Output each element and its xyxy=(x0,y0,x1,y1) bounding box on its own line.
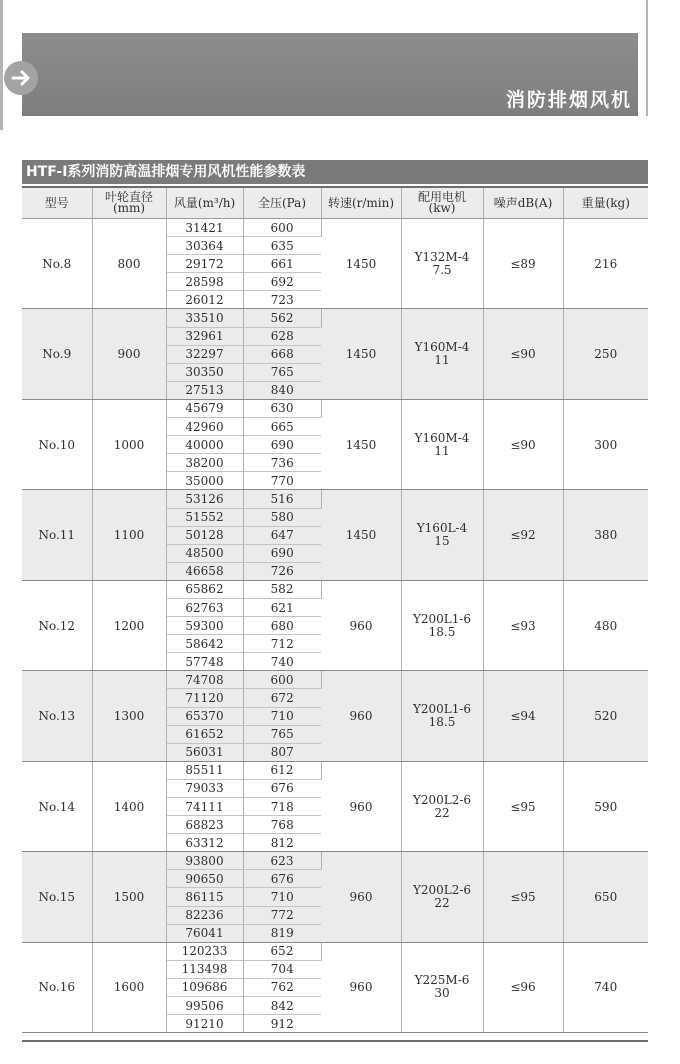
motor-text: 18.5 xyxy=(428,624,456,639)
pressure-cell: 765 xyxy=(243,363,321,381)
airflow-cell: 65862 xyxy=(166,580,243,598)
airflow-cell: 33510 xyxy=(166,309,243,327)
speed-cell: 960 xyxy=(321,671,401,761)
weight-cell: 250 xyxy=(563,309,648,399)
model-cell: No.10 xyxy=(22,399,92,489)
airflow-cell: 42960 xyxy=(166,418,243,436)
pressure-cell: 676 xyxy=(243,870,321,888)
airflow-cell: 109686 xyxy=(166,978,243,996)
airflow-cell: 120233 xyxy=(166,942,243,960)
airflow-cell: 63312 xyxy=(166,834,243,852)
noise-cell: ≤90 xyxy=(483,399,563,489)
airflow-cell: 68823 xyxy=(166,816,243,834)
airflow-cell: 91210 xyxy=(166,1015,243,1033)
noise-cell: ≤95 xyxy=(483,761,563,851)
pressure-cell: 647 xyxy=(243,526,321,544)
airflow-cell: 71120 xyxy=(166,689,243,707)
pressure-cell: 582 xyxy=(243,580,321,598)
table-row xyxy=(22,852,648,870)
table-caption: HTF-Ⅰ系列消防高温排烟专用风机性能参数表 xyxy=(22,160,648,184)
airflow-cell: 45679 xyxy=(166,399,243,417)
col-motor-header xyxy=(401,187,483,219)
airflow-cell: 32297 xyxy=(166,345,243,363)
table-row xyxy=(22,219,648,237)
pressure-cell: 600 xyxy=(243,219,321,237)
table-row xyxy=(22,490,648,508)
model-cell: No.13 xyxy=(22,671,92,761)
header-text: 全压(Pa) xyxy=(257,195,307,210)
airflow-cell: 62763 xyxy=(166,598,243,616)
pressure-cell: 819 xyxy=(243,924,321,942)
header-text: (mm) xyxy=(112,201,146,215)
speed-cell: 1450 xyxy=(321,309,401,399)
airflow-cell: 50128 xyxy=(166,526,243,544)
airflow-cell: 61652 xyxy=(166,725,243,743)
pressure-cell: 612 xyxy=(243,761,321,779)
pressure-cell: 768 xyxy=(243,816,321,834)
motor-text: 11 xyxy=(434,443,450,458)
speed-cell: 1450 xyxy=(321,219,401,309)
motor-cell xyxy=(401,490,483,580)
motor-text: 22 xyxy=(434,896,450,911)
airflow-cell: 82236 xyxy=(166,906,243,924)
pressure-cell: 623 xyxy=(243,852,321,870)
motor-text: 18.5 xyxy=(428,715,456,730)
motor-text: 11 xyxy=(434,353,450,368)
speed-cell: 960 xyxy=(321,761,401,851)
airflow-cell: 30364 xyxy=(166,237,243,255)
col-pressure-header xyxy=(243,187,321,219)
airflow-cell: 74111 xyxy=(166,798,243,816)
fan-spec-table xyxy=(22,186,648,1033)
airflow-cell: 26012 xyxy=(166,291,243,309)
model-cell: No.12 xyxy=(22,580,92,670)
airflow-cell: 31421 xyxy=(166,219,243,237)
table-body xyxy=(22,219,648,1033)
table-row xyxy=(22,309,648,327)
airflow-cell: 51552 xyxy=(166,508,243,526)
motor-text: Y200L2-6 xyxy=(412,883,472,898)
motor-text: 15 xyxy=(434,534,450,549)
diameter-cell: 1000 xyxy=(92,399,166,489)
header-text: 叶轮直径 xyxy=(104,190,153,204)
diameter-cell: 900 xyxy=(92,309,166,399)
col-diameter-header xyxy=(92,187,166,219)
speed-cell: 960 xyxy=(321,942,401,1032)
airflow-cell: 35000 xyxy=(166,472,243,490)
motor-cell xyxy=(401,219,483,309)
airflow-cell: 99506 xyxy=(166,997,243,1015)
motor-text: Y160M-4 xyxy=(414,340,470,355)
col-weight-header xyxy=(563,187,648,219)
noise-cell: ≤96 xyxy=(483,942,563,1032)
header-text: 配用电机 xyxy=(417,190,466,204)
pressure-cell: 628 xyxy=(243,327,321,345)
model-cell: No.11 xyxy=(22,490,92,580)
diameter-cell: 1600 xyxy=(92,942,166,1032)
pressure-cell: 672 xyxy=(243,689,321,707)
diameter-cell: 1200 xyxy=(92,580,166,670)
pressure-cell: 621 xyxy=(243,598,321,616)
airflow-cell: 57748 xyxy=(166,653,243,671)
airflow-cell: 48500 xyxy=(166,544,243,562)
table-row xyxy=(22,761,648,779)
pressure-cell: 772 xyxy=(243,906,321,924)
airflow-cell: 74708 xyxy=(166,671,243,689)
pressure-cell: 665 xyxy=(243,418,321,436)
model-cell: No.9 xyxy=(22,309,92,399)
motor-text: 22 xyxy=(434,805,450,820)
pressure-cell: 740 xyxy=(243,653,321,671)
weight-cell: 300 xyxy=(563,399,648,489)
header-text: 型号 xyxy=(44,195,69,210)
pressure-cell: 765 xyxy=(243,725,321,743)
diameter-cell: 1500 xyxy=(92,852,166,942)
model-cell: No.15 xyxy=(22,852,92,942)
weight-cell: 480 xyxy=(563,580,648,670)
page-title: 消防排烟风机 xyxy=(505,89,632,111)
noise-cell: ≤94 xyxy=(483,671,563,761)
frame-top-line xyxy=(0,0,3,130)
frame-right-line xyxy=(646,0,648,116)
col-speed-header xyxy=(321,187,401,219)
pressure-cell: 600 xyxy=(243,671,321,689)
speed-cell: 960 xyxy=(321,852,401,942)
pressure-cell: 712 xyxy=(243,635,321,653)
pressure-cell: 562 xyxy=(243,309,321,327)
header-text: 重量(kg) xyxy=(581,195,630,210)
weight-cell: 650 xyxy=(563,852,648,942)
motor-text: Y200L1-6 xyxy=(412,702,472,717)
pressure-cell: 692 xyxy=(243,273,321,291)
noise-cell: ≤93 xyxy=(483,580,563,670)
pressure-cell: 762 xyxy=(243,978,321,996)
model-cell: No.14 xyxy=(22,761,92,851)
airflow-cell: 46658 xyxy=(166,562,243,580)
pressure-cell: 690 xyxy=(243,436,321,454)
airflow-cell: 86115 xyxy=(166,888,243,906)
header-text: 风量(m³/h) xyxy=(173,195,236,210)
motor-cell xyxy=(401,942,483,1032)
pressure-cell: 912 xyxy=(243,1015,321,1033)
motor-text: Y160L-4 xyxy=(416,521,468,536)
pressure-cell: 630 xyxy=(243,399,321,417)
table-row xyxy=(22,399,648,417)
noise-cell: ≤95 xyxy=(483,852,563,942)
table-bottom-rule xyxy=(22,1040,648,1042)
noise-cell: ≤92 xyxy=(483,490,563,580)
weight-cell: 590 xyxy=(563,761,648,851)
pressure-cell: 676 xyxy=(243,779,321,797)
table-row xyxy=(22,942,648,960)
weight-cell: 380 xyxy=(563,490,648,580)
pressure-cell: 718 xyxy=(243,798,321,816)
airflow-cell: 38200 xyxy=(166,454,243,472)
airflow-cell: 90650 xyxy=(166,870,243,888)
motor-cell xyxy=(401,761,483,851)
diameter-cell: 1400 xyxy=(92,761,166,851)
pressure-cell: 840 xyxy=(243,381,321,399)
table-row xyxy=(22,671,648,689)
header-banner xyxy=(22,33,638,116)
airflow-cell: 53126 xyxy=(166,490,243,508)
airflow-cell: 30350 xyxy=(166,363,243,381)
airflow-cell: 28598 xyxy=(166,273,243,291)
weight-cell: 520 xyxy=(563,671,648,761)
pressure-cell: 842 xyxy=(243,997,321,1015)
airflow-cell: 79033 xyxy=(166,779,243,797)
diameter-cell: 800 xyxy=(92,219,166,309)
pressure-cell: 710 xyxy=(243,888,321,906)
table-header-row xyxy=(22,187,648,219)
airflow-cell: 76041 xyxy=(166,924,243,942)
airflow-cell: 113498 xyxy=(166,960,243,978)
table-row xyxy=(22,580,648,598)
airflow-cell: 65370 xyxy=(166,707,243,725)
pressure-cell: 736 xyxy=(243,454,321,472)
pressure-cell: 580 xyxy=(243,508,321,526)
airflow-cell: 85511 xyxy=(166,761,243,779)
noise-cell: ≤89 xyxy=(483,219,563,309)
airflow-cell: 59300 xyxy=(166,617,243,635)
motor-cell xyxy=(401,309,483,399)
motor-cell xyxy=(401,580,483,670)
pressure-cell: 710 xyxy=(243,707,321,725)
airflow-cell: 29172 xyxy=(166,255,243,273)
pressure-cell: 812 xyxy=(243,834,321,852)
noise-cell: ≤90 xyxy=(483,309,563,399)
airflow-cell: 58642 xyxy=(166,635,243,653)
motor-cell xyxy=(401,399,483,489)
col-model-header xyxy=(22,187,92,219)
header-text: 转速(r/min) xyxy=(327,195,395,210)
airflow-cell: 32961 xyxy=(166,327,243,345)
diameter-cell: 1100 xyxy=(92,490,166,580)
arrow-right-circle-icon[interactable] xyxy=(4,61,38,95)
header-text: 噪声dB(A) xyxy=(493,195,553,210)
col-airflow-header xyxy=(166,187,243,219)
diameter-cell: 1300 xyxy=(92,671,166,761)
pressure-cell: 661 xyxy=(243,255,321,273)
pressure-cell: 516 xyxy=(243,490,321,508)
airflow-cell: 40000 xyxy=(166,436,243,454)
pressure-cell: 726 xyxy=(243,562,321,580)
motor-cell xyxy=(401,852,483,942)
pressure-cell: 723 xyxy=(243,291,321,309)
motor-text: Y200L2-6 xyxy=(412,792,472,807)
speed-cell: 960 xyxy=(321,580,401,670)
header-text: (kw) xyxy=(428,201,456,215)
weight-cell: 216 xyxy=(563,219,648,309)
motor-text: 30 xyxy=(434,986,450,1001)
pressure-cell: 668 xyxy=(243,345,321,363)
pressure-cell: 652 xyxy=(243,942,321,960)
pressure-cell: 807 xyxy=(243,743,321,761)
motor-text: Y132M-4 xyxy=(414,249,470,264)
pressure-cell: 704 xyxy=(243,960,321,978)
speed-cell: 1450 xyxy=(321,490,401,580)
pressure-cell: 690 xyxy=(243,544,321,562)
motor-text: Y200L1-6 xyxy=(412,611,472,626)
motor-text: Y160M-4 xyxy=(414,430,470,445)
airflow-cell: 93800 xyxy=(166,852,243,870)
pressure-cell: 680 xyxy=(243,617,321,635)
speed-cell: 1450 xyxy=(321,399,401,489)
col-noise-header xyxy=(483,187,563,219)
weight-cell: 740 xyxy=(563,942,648,1032)
motor-text: 7.5 xyxy=(432,262,452,277)
pressure-cell: 770 xyxy=(243,472,321,490)
airflow-cell: 27513 xyxy=(166,381,243,399)
motor-text: Y225M-6 xyxy=(414,973,470,988)
airflow-cell: 56031 xyxy=(166,743,243,761)
model-cell: No.8 xyxy=(22,219,92,309)
model-cell: No.16 xyxy=(22,942,92,1032)
motor-cell xyxy=(401,671,483,761)
pressure-cell: 635 xyxy=(243,237,321,255)
